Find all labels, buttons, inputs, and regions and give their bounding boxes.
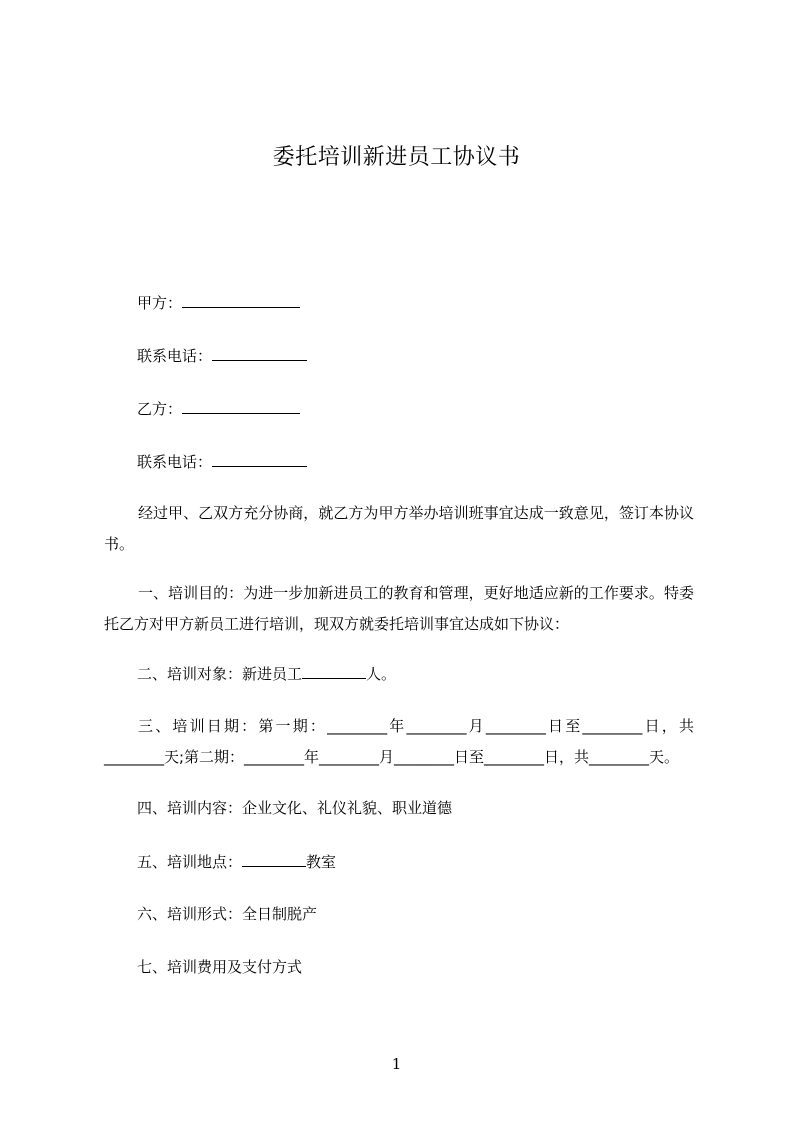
document-title: 委托培训新进员工协议书 [272,145,521,170]
party-a-phone-label: 联系电话： [137,347,213,365]
party-b-phone-line [137,451,307,473]
clause-5-location-blank[interactable] [242,851,306,867]
party-a-phone-blank[interactable] [212,345,307,361]
party-a-label: 甲方： [137,294,183,312]
clause-2-suffix: 人。 [366,665,397,683]
clause-6-line: 六、培训形式：全日制脱产 [137,905,318,923]
party-b-phone-label: 联系电话： [137,453,213,471]
party-a-phone-line [137,345,307,367]
party-a-line [137,292,300,314]
clause-5-prefix: 五、培训地点： [137,853,243,871]
clause-5-line [137,851,336,873]
party-b-line [137,398,300,420]
clause-7-line: 七、培训费用及支付方式 [137,958,303,976]
clause-5-suffix: 教室 [306,853,337,871]
party-a-blank[interactable] [182,292,300,308]
page-number: 1 [391,1055,402,1073]
party-b-phone-blank[interactable] [212,451,307,467]
clause-4-line: 四、培训内容：企业文化、礼仪礼貌、职业道德 [137,799,453,817]
clause-2-line [137,663,396,685]
party-b-label: 乙方： [137,400,183,418]
party-b-blank[interactable] [182,398,300,414]
clause-1-paragraph: 一、培训目的：为进一步加新进员工的教育和管理，更好地适应新的工作要求。特委托乙方对甲方新员工进行培训，现双方就委托培训事宜达成如下协议： [104,584,694,633]
clause-3-paragraph: 三、培训日期：第一期：________年________月________日至________日，共________天;第二期：________年________月________日至________日，共________天。 [104,717,694,766]
clause-2-count-blank[interactable] [302,663,366,679]
intro-paragraph: 经过甲、乙双方充分协商，就乙方为甲方举办培训班事宜达成一致意见，签订本协议书。 [104,504,694,553]
clause-2-prefix: 二、培训对象：新进员工 [137,665,303,683]
